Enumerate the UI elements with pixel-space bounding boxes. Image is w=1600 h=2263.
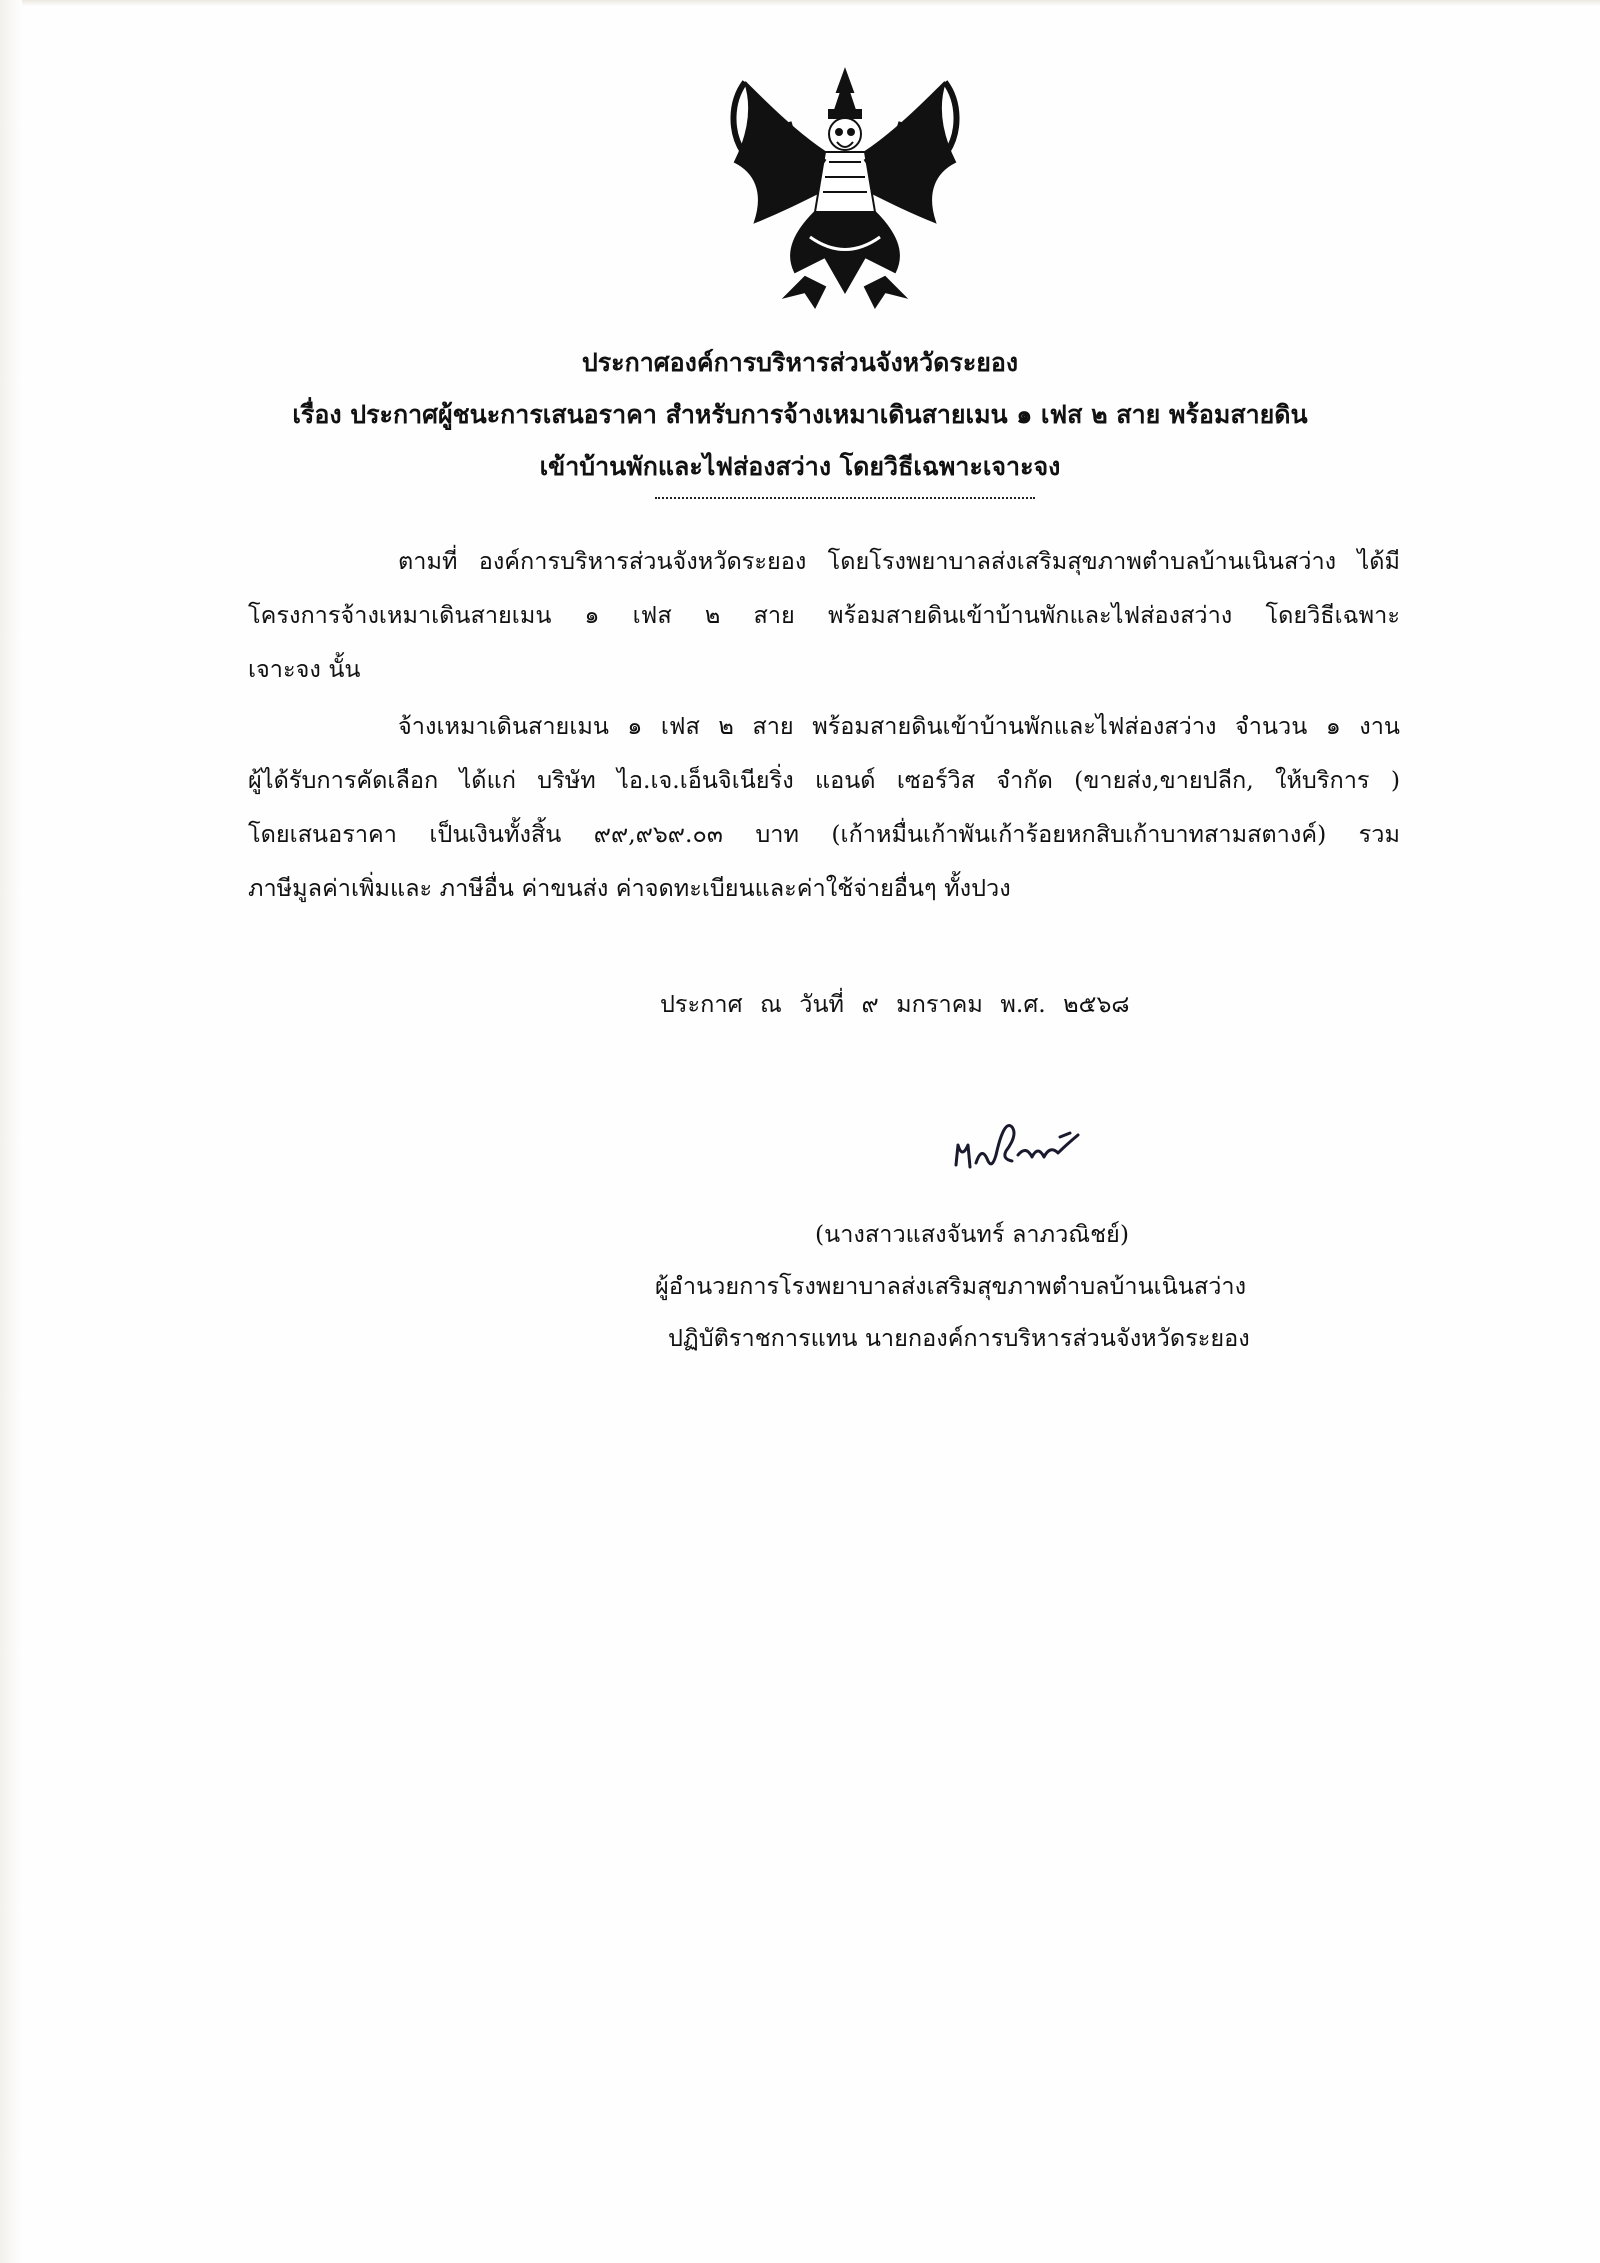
dotted-divider	[655, 497, 1035, 499]
paragraph-1-line-2: โครงการจ้างเหมาเดินสายเมน ๑ เฟส ๒ สาย พร้อมสายดินเข้าบ้านพักและไฟส่องสว่าง โดยวิธีเฉพาะ	[248, 601, 1400, 629]
paragraph-1-line-1: ตามที่ องค์การบริหารส่วนจังหวัดระยอง โดยโรงพยาบาลส่งเสริมสุขภาพตำบลบ้านเนินสว่าง ได้มี	[398, 547, 1400, 575]
signatory-position-1: ผู้อำนวยการโรงพยาบาลส่งเสริมสุขภาพตำบลบ้านเนินสว่าง	[655, 1272, 1247, 1300]
garuda-emblem-icon	[725, 62, 965, 312]
handwritten-signature	[948, 1115, 1098, 1175]
paragraph-2-line-2: ผู้ได้รับการคัดเลือก ได้แก่ บริษัท ไอ.เจ.เอ็นจิเนียริ่ง แอนด์ เซอร์วิส จำกัด (ขายส่ง,ขายปลีก, ให้บริการ )	[248, 766, 1400, 794]
announcement-date: ประกาศ ณ วันที่ ๙ มกราคม พ.ศ. ๒๕๖๘	[660, 990, 1130, 1018]
subject-line-1: เรื่อง ประกาศผู้ชนะการเสนอราคา สำหรับการจ้างเหมาเดินสายเมน ๑ เฟส ๒ สาย พร้อมสายดิน	[292, 400, 1308, 429]
paragraph-2-line-1: จ้างเหมาเดินสายเมน ๑ เฟส ๒ สาย พร้อมสายดินเข้าบ้านพักและไฟส่องสว่าง จำนวน ๑ งาน	[398, 712, 1400, 740]
document-title: ประกาศองค์การบริหารส่วนจังหวัดระยอง	[581, 348, 1019, 377]
paragraph-1-line-3: เจาะจง นั้น	[248, 655, 361, 683]
signatory-name: (นางสาวแสงจันทร์ ลาภวณิชย์)	[815, 1220, 1129, 1248]
scan-edge-top	[0, 0, 1600, 6]
paragraph-2-line-4: ภาษีมูลค่าเพิ่มและ ภาษีอื่น ค่าขนส่ง ค่าจดทะเบียนและค่าใช้จ่ายอื่นๆ ทั้งปวง	[248, 874, 1011, 902]
scan-edge-left	[0, 0, 22, 2263]
signatory-position-2: ปฏิบัติราชการแทน นายกองค์การบริหารส่วนจังหวัดระยอง	[668, 1324, 1250, 1352]
paragraph-2-line-3: โดยเสนอราคา เป็นเงินทั้งสิ้น ๙๙,๙๖๙.๐๓ บาท (เก้าหมื่นเก้าพันเก้าร้อยหกสิบเก้าบาทสามสตางค์) รวม	[248, 820, 1400, 848]
subject-line-2: เข้าบ้านพักและไฟส่องสว่าง โดยวิธีเฉพาะเจาะจง	[539, 452, 1061, 481]
